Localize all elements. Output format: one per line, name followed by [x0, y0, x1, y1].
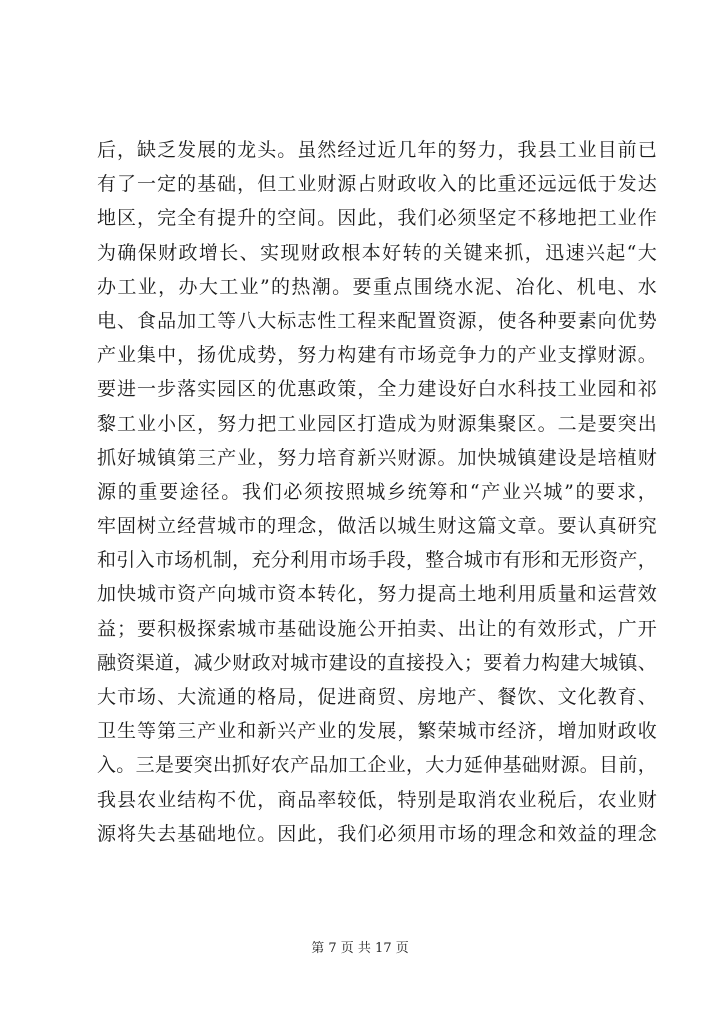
text-line: 产业集中，扬优成势，努力构建有市场竞争力的产业支撑财源。 [97, 344, 657, 367]
text-line: 后，缺乏发展的龙头。虽然经过近几年的努力，我县工业目前已 [97, 139, 657, 161]
text-line: 抓好城镇第三产业，努力培育新兴财源。加快城镇建设是培植财 [97, 446, 657, 469]
text-line: 源的重要途径。我们必须按照城乡统筹和“产业兴城”的要求， [97, 480, 657, 503]
text-line: 和引入市场机制，充分利用市场手段，整合城市有形和无形资产， [97, 549, 657, 572]
text-line: 为确保财政增长、实现财政根本好转的关键来抓，迅速兴起“大 [97, 241, 657, 264]
text-line: 有了一定的基础，但工业财源占财政收入的比重还远远低于发达 [97, 173, 657, 196]
text-line: 入。三是要突出抓好农产品加工企业，大力延伸基础财源。目前， [97, 754, 657, 777]
text-line: 我县农业结构不优，商品率较低，特别是取消农业税后，农业财 [97, 788, 657, 811]
text-line: 要进一步落实园区的优惠政策，全力建设好白水科技工业园和祁 [97, 378, 657, 401]
text-line: 办工业，办大工业”的热潮。要重点围绕水泥、冶化、机电、水 [97, 275, 657, 298]
body-text [97, 133, 657, 851]
text-line: 黎工业小区，努力把工业园区打造成为财源集聚区。二是要突出 [97, 412, 657, 435]
text-line: 电、食品加工等八大标志性工程来配置资源，使各种要素向优势 [97, 309, 657, 332]
page-footer [0, 937, 720, 956]
text-line: 卫生等第三产业和新兴产业的发展，繁荣城市经济，增加财政收 [97, 720, 657, 743]
text-line: 地区，完全有提升的空间。因此，我们必须坚定不移地把工业作 [97, 207, 657, 230]
text-line: 加快城市资产向城市资本转化，努力提高土地利用质量和运营效 [97, 583, 657, 606]
text-line: 融资渠道，减少财政对城市建设的直接投入；要着力构建大城镇、 [97, 651, 657, 674]
text-line: 大市场、大流通的格局，促进商贸、房地产、餐饮、文化教育、 [97, 686, 657, 708]
text-line: 益；要积极探索城市基础设施公开拍卖、出让的有效形式，广开 [97, 617, 657, 640]
page-number-label: 第 7 页 共 17 页 [311, 941, 409, 956]
text-line: 牢固树立经营城市的理念，做活以城生财这篇文章。要认真研究 [97, 515, 657, 538]
text-line: 源将失去基础地位。因此，我们必须用市场的理念和效益的理念 [97, 822, 657, 845]
